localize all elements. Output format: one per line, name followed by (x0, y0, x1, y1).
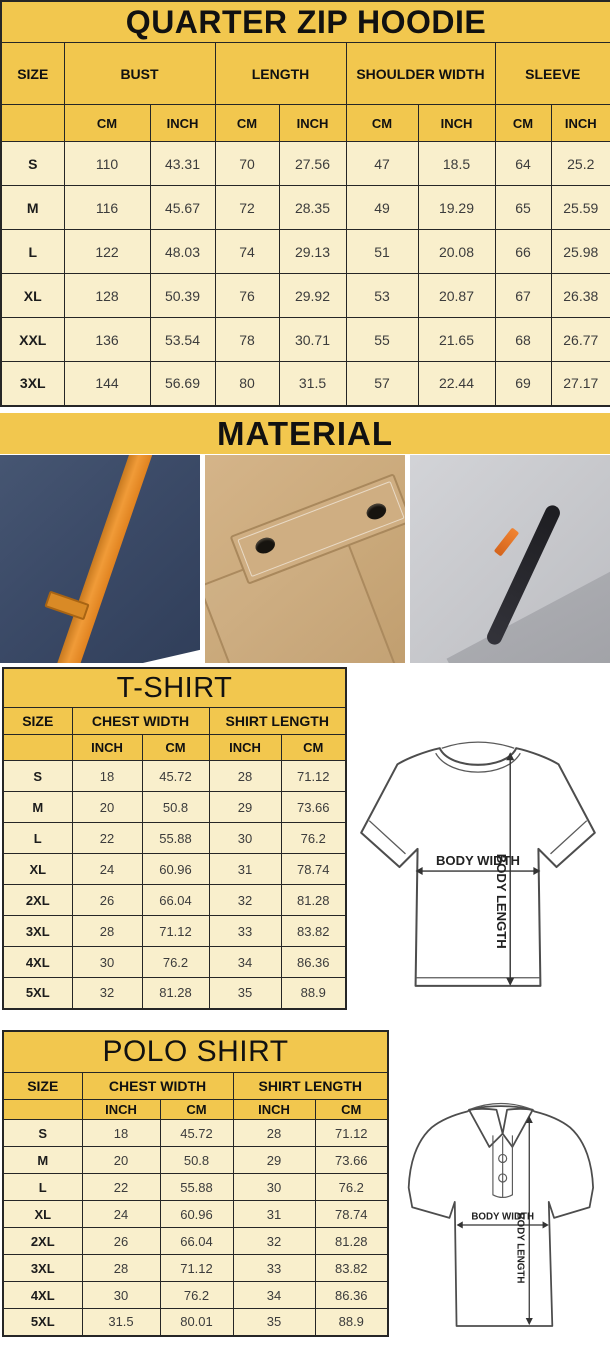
measurement-value: 65 (495, 186, 551, 230)
size-label: XL (1, 274, 64, 318)
size-label: 2XL (3, 1228, 82, 1255)
measurement-value: 49 (346, 186, 418, 230)
measurement-value: 21.65 (418, 318, 495, 362)
measurement-value: 88.9 (281, 978, 346, 1009)
measurement-value: 47 (346, 142, 418, 186)
measurement-value: 64 (495, 142, 551, 186)
measurement-value: 30 (82, 1282, 160, 1309)
unit-header-inch: INCH (551, 105, 610, 142)
unit-header-cm: CM (346, 105, 418, 142)
measurement-value: 86.36 (315, 1282, 388, 1309)
measurement-value: 78.74 (281, 854, 346, 885)
size-row-s (3, 1120, 388, 1147)
measurement-value: 18 (72, 761, 142, 792)
unit-header-cm: CM (160, 1100, 233, 1120)
measurement-value: 76 (215, 274, 279, 318)
measurement-value: 28 (82, 1255, 160, 1282)
size-label: XL (3, 854, 72, 885)
left-collar-flap (469, 1109, 503, 1147)
measurement-value: 66 (495, 230, 551, 274)
measurement-value: 35 (233, 1309, 315, 1336)
measurement-value: 32 (233, 1228, 315, 1255)
size-label: XL (3, 1201, 82, 1228)
measurement-value: 81.28 (142, 978, 209, 1009)
measurement-value: 57 (346, 362, 418, 406)
measurement-value: 29.92 (279, 274, 346, 318)
size-row-s (3, 761, 346, 792)
column-group-shoulder-width: SHOULDER WIDTH (346, 43, 495, 105)
body-length-label: BODY LENGTH (514, 1212, 526, 1284)
measurement-value: 24 (72, 854, 142, 885)
snap-button (253, 535, 277, 556)
measurement-value: 74 (215, 230, 279, 274)
size-row-xxl (1, 318, 610, 362)
size-row-2xl (3, 885, 346, 916)
unit-header-inch: INCH (279, 105, 346, 142)
measurement-value: 28 (72, 916, 142, 947)
size-label: 2XL (3, 885, 72, 916)
size-row-3xl (1, 362, 610, 406)
size-row-3xl (3, 1255, 388, 1282)
measurement-value: 22 (72, 823, 142, 854)
material-photo-navy-drawcord (0, 455, 200, 663)
measurement-value: 26 (82, 1228, 160, 1255)
size-row-l (3, 1174, 388, 1201)
measurement-value: 20 (82, 1147, 160, 1174)
measurement-value: 76.2 (281, 823, 346, 854)
measurement-value: 53 (346, 274, 418, 318)
measurement-value: 26.38 (551, 274, 610, 318)
measurement-value: 33 (209, 916, 281, 947)
size-label: M (3, 792, 72, 823)
material-photos-row (0, 455, 610, 663)
size-row-xl (3, 854, 346, 885)
tshirt-table-title: T-SHIRT (3, 668, 346, 708)
measurement-value: 25.59 (551, 186, 610, 230)
measurement-value: 20.87 (418, 274, 495, 318)
size-label: M (1, 186, 64, 230)
measurement-value: 81.28 (281, 885, 346, 916)
measurement-value: 30 (233, 1174, 315, 1201)
measurement-value: 33 (233, 1255, 315, 1282)
measurement-value: 48.03 (150, 230, 215, 274)
measurement-value: 25.2 (551, 142, 610, 186)
measurement-value: 68 (495, 318, 551, 362)
measurement-value: 81.28 (315, 1228, 388, 1255)
size-label: S (3, 761, 72, 792)
size-row-4xl (3, 947, 346, 978)
unit-header-cm: CM (142, 735, 209, 761)
measurement-value: 76.2 (142, 947, 209, 978)
size-row-l (1, 230, 610, 274)
size-label: L (1, 230, 64, 274)
measurement-value: 30 (72, 947, 142, 978)
measurement-value: 35 (209, 978, 281, 1009)
size-row-m (1, 186, 610, 230)
size-row-3xl (3, 916, 346, 947)
size-row-m (3, 1147, 388, 1174)
material-title: MATERIAL (216, 414, 394, 452)
unit-header-inch: INCH (82, 1100, 160, 1120)
size-row-m (3, 792, 346, 823)
arrow-head (526, 1318, 533, 1325)
hoodie-table-title: QUARTER ZIP HOODIE (1, 1, 610, 43)
unit-blank-cell (1, 105, 64, 142)
measurement-value: 116 (64, 186, 150, 230)
size-row-5xl (3, 1309, 388, 1336)
size-row-2xl (3, 1228, 388, 1255)
measurement-value: 19.29 (418, 186, 495, 230)
measurement-value: 86.36 (281, 947, 346, 978)
measurement-value: 31 (233, 1201, 315, 1228)
measurement-value: 25.98 (551, 230, 610, 274)
size-label: 5XL (3, 1309, 82, 1336)
measurement-value: 51 (346, 230, 418, 274)
size-row-xl (3, 1201, 388, 1228)
unit-blank-cell (3, 735, 72, 761)
column-group-sleeve: SLEEVE (495, 43, 610, 105)
column-group-chest-width: CHEST WIDTH (72, 708, 209, 735)
size-label: 3XL (3, 1255, 82, 1282)
measurement-value: 71.12 (315, 1120, 388, 1147)
measurement-value: 71.12 (281, 761, 346, 792)
size-row-4xl (3, 1282, 388, 1309)
size-label: L (3, 823, 72, 854)
back-collar-line (442, 742, 514, 748)
measurement-value: 55.88 (160, 1174, 233, 1201)
measurement-value: 28 (233, 1120, 315, 1147)
measurement-value: 60.96 (160, 1201, 233, 1228)
measurement-value: 110 (64, 142, 150, 186)
polo-measurement-diagram (396, 1076, 604, 1342)
measurement-value: 31.5 (82, 1309, 160, 1336)
measurement-value: 50.8 (160, 1147, 233, 1174)
arrow-head (543, 1221, 549, 1228)
measurement-value: 30.71 (279, 318, 346, 362)
measurement-value: 70 (215, 142, 279, 186)
measurement-value: 22 (82, 1174, 160, 1201)
measurement-value: 80.01 (160, 1309, 233, 1336)
measurement-value: 55 (346, 318, 418, 362)
measurement-value: 26.77 (551, 318, 610, 362)
column-group-shirt-length: SHIRT LENGTH (209, 708, 346, 735)
measurement-value: 18.5 (418, 142, 495, 186)
size-row-5xl (3, 978, 346, 1009)
measurement-value: 28.35 (279, 186, 346, 230)
snap-button (364, 501, 388, 522)
measurement-value: 20 (72, 792, 142, 823)
measurement-value: 28 (209, 761, 281, 792)
polo-table-title: POLO SHIRT (3, 1031, 388, 1073)
measurement-value: 32 (72, 978, 142, 1009)
unit-header-cm: CM (281, 735, 346, 761)
measurement-value: 45.67 (150, 186, 215, 230)
measurement-value: 31.5 (279, 362, 346, 406)
polo-size-table (2, 1030, 389, 1337)
measurement-value: 20.08 (418, 230, 495, 274)
measurement-value: 34 (209, 947, 281, 978)
measurement-value: 34 (233, 1282, 315, 1309)
right-cuff-line (550, 821, 586, 854)
measurement-value: 29 (233, 1147, 315, 1174)
measurement-value: 83.82 (281, 916, 346, 947)
tshirt-measurement-diagram (350, 720, 608, 1012)
measurement-value: 27.17 (551, 362, 610, 406)
unit-header-cm: CM (64, 105, 150, 142)
left-cuff-line (369, 821, 405, 854)
size-label: L (3, 1174, 82, 1201)
column-group-shirt-length: SHIRT LENGTH (233, 1073, 388, 1100)
measurement-value: 122 (64, 230, 150, 274)
arrow-head (457, 1221, 463, 1228)
measurement-value: 55.88 (142, 823, 209, 854)
material-photo-gray-zipper (410, 455, 610, 663)
measurement-value: 136 (64, 318, 150, 362)
measurement-value: 88.9 (315, 1309, 388, 1336)
measurement-value: 66.04 (160, 1228, 233, 1255)
measurement-value: 30 (209, 823, 281, 854)
body-width-label: BODY WIDTH (435, 852, 521, 868)
measurement-value: 71.12 (160, 1255, 233, 1282)
measurement-value: 73.66 (281, 792, 346, 823)
size-label: S (1, 142, 64, 186)
measurement-value: 29.13 (279, 230, 346, 274)
unit-header-cm: CM (315, 1100, 388, 1120)
measurement-value: 144 (64, 362, 150, 406)
size-row-l (3, 823, 346, 854)
size-label: S (3, 1120, 82, 1147)
unit-header-cm: CM (495, 105, 551, 142)
column-group-size: SIZE (3, 1073, 82, 1100)
material-banner (0, 413, 610, 454)
measurement-value: 80 (215, 362, 279, 406)
size-row-s (1, 142, 610, 186)
measurement-value: 128 (64, 274, 150, 318)
tshirt-size-table (2, 667, 347, 1010)
measurement-value: 66.04 (142, 885, 209, 916)
unit-header-inch: INCH (209, 735, 281, 761)
measurement-value: 45.72 (142, 761, 209, 792)
material-photo-khaki-pocket (205, 455, 405, 663)
unit-header-inch: INCH (233, 1100, 315, 1120)
measurement-value: 50.39 (150, 274, 215, 318)
measurement-value: 76.2 (160, 1282, 233, 1309)
column-group-bust: BUST (64, 43, 215, 105)
measurement-value: 71.12 (142, 916, 209, 947)
measurement-value: 78 (215, 318, 279, 362)
column-group-length: LENGTH (215, 43, 346, 105)
measurement-value: 32 (209, 885, 281, 916)
measurement-value: 29 (209, 792, 281, 823)
measurement-value: 43.31 (150, 142, 215, 186)
measurement-value: 78.74 (315, 1201, 388, 1228)
size-label: 3XL (1, 362, 64, 406)
measurement-value: 18 (82, 1120, 160, 1147)
size-label: 4XL (3, 1282, 82, 1309)
measurement-value: 76.2 (315, 1174, 388, 1201)
measurement-value: 60.96 (142, 854, 209, 885)
measurement-value: 67 (495, 274, 551, 318)
arrow-head (506, 978, 514, 986)
unit-header-inch: INCH (72, 735, 142, 761)
unit-blank-cell (3, 1100, 82, 1120)
unit-header-cm: CM (215, 105, 279, 142)
collar-rib-line (436, 753, 521, 772)
body-length-label: BODY LENGTH (494, 853, 510, 949)
measurement-value: 27.56 (279, 142, 346, 186)
size-label: 5XL (3, 978, 72, 1009)
measurement-value: 73.66 (315, 1147, 388, 1174)
measurement-value: 69 (495, 362, 551, 406)
measurement-value: 45.72 (160, 1120, 233, 1147)
measurement-value: 83.82 (315, 1255, 388, 1282)
size-label: M (3, 1147, 82, 1174)
measurement-value: 22.44 (418, 362, 495, 406)
column-group-size: SIZE (1, 43, 64, 105)
size-label: XXL (1, 318, 64, 362)
measurement-value: 72 (215, 186, 279, 230)
measurement-value: 50.8 (142, 792, 209, 823)
unit-header-inch: INCH (150, 105, 215, 142)
body-width-label: BODY WIDTH (471, 1211, 534, 1223)
measurement-value: 56.69 (150, 362, 215, 406)
measurement-value: 31 (209, 854, 281, 885)
measurement-value: 26 (72, 885, 142, 916)
column-group-size: SIZE (3, 708, 72, 735)
right-collar-flap (503, 1109, 533, 1147)
column-group-chest-width: CHEST WIDTH (82, 1073, 233, 1100)
size-label: 4XL (3, 947, 72, 978)
hoodie-size-table (0, 0, 610, 407)
measurement-value: 53.54 (150, 318, 215, 362)
unit-header-inch: INCH (418, 105, 495, 142)
measurement-value: 24 (82, 1201, 160, 1228)
size-label: 3XL (3, 916, 72, 947)
size-row-xl (1, 274, 610, 318)
